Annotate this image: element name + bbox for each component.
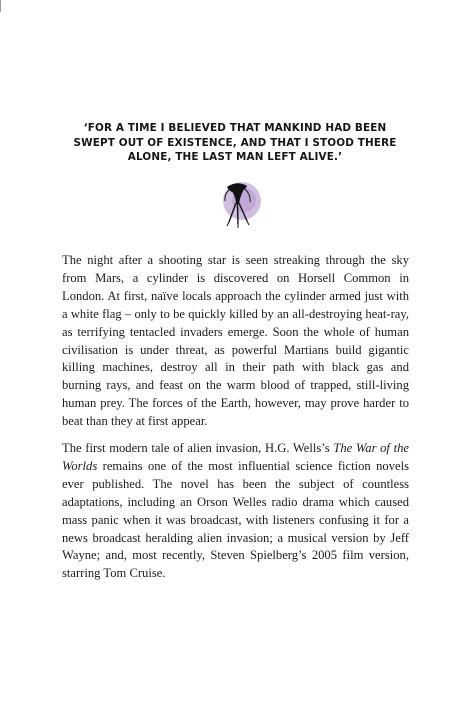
text-line: London. At first, naïve locals approach the cylinder armed just with	[62, 288, 409, 303]
text-line: ever published. The novel has been the subject of countless	[62, 476, 409, 491]
text-run: remains one of the most influential science fiction novels	[97, 458, 409, 473]
text-line: burning rays, and feast on the warm blood of trapped, still-living	[62, 378, 409, 393]
text-line: from Mars, a cylinder is discovered on Horsell Common in	[62, 270, 409, 285]
text-line: starring Tom Cruise.	[62, 566, 166, 581]
text-line: adaptations, including an Orson Welles radio drama which caused	[62, 494, 409, 509]
text-line: Wayne; and, most recently, Steven Spielberg’s 2005 film version,	[62, 548, 409, 563]
blurb-paragraph-1	[62, 252, 409, 431]
text-line: as terrifying tentacled invaders emerge. Soon the whole of human	[62, 324, 409, 339]
page-corner-mark	[0, 0, 1, 12]
text-line: human prey. The forces of the Earth, however, may prove harder to	[62, 396, 409, 411]
text-line: a white flag – only to be quickly killed by an all-destroying heat-ray,	[62, 306, 409, 321]
epigraph-quote	[62, 121, 408, 165]
text-line: mass panic when it was broadcast, with listeners confusing it for a	[62, 512, 409, 527]
text-line: civilisation is under threat, as powerful Martians build gigantic	[62, 342, 409, 357]
text-line	[62, 440, 409, 458]
text-line: news broadcast heralding alien invasion; a musical version by Jeff	[62, 530, 409, 545]
blurb-paragraph-2	[62, 440, 409, 583]
text-line: killing machines, destroy all in their path with black gas and	[62, 360, 409, 375]
martian-tripod-icon	[210, 176, 266, 232]
quote-line: ALONE, THE LAST MAN LEFT ALIVE.’	[127, 151, 343, 163]
book-title-italic: The War of the	[333, 441, 409, 455]
text-line	[62, 458, 409, 476]
text-run: The first modern tale of alien invasion, H.G. Wells’s	[62, 441, 334, 455]
quote-line: ‘FOR A TIME I BELIEVED THAT MANKIND HAD BEEN	[83, 122, 387, 134]
quote-line: SWEPT OUT OF EXISTENCE, AND THAT I STOOD THERE	[73, 136, 397, 149]
text-line: beat than they at first appear.	[62, 414, 208, 429]
text-line: The night after a shooting star is seen streaking through the sky	[62, 253, 409, 267]
book-title-italic: Worlds	[62, 458, 98, 473]
